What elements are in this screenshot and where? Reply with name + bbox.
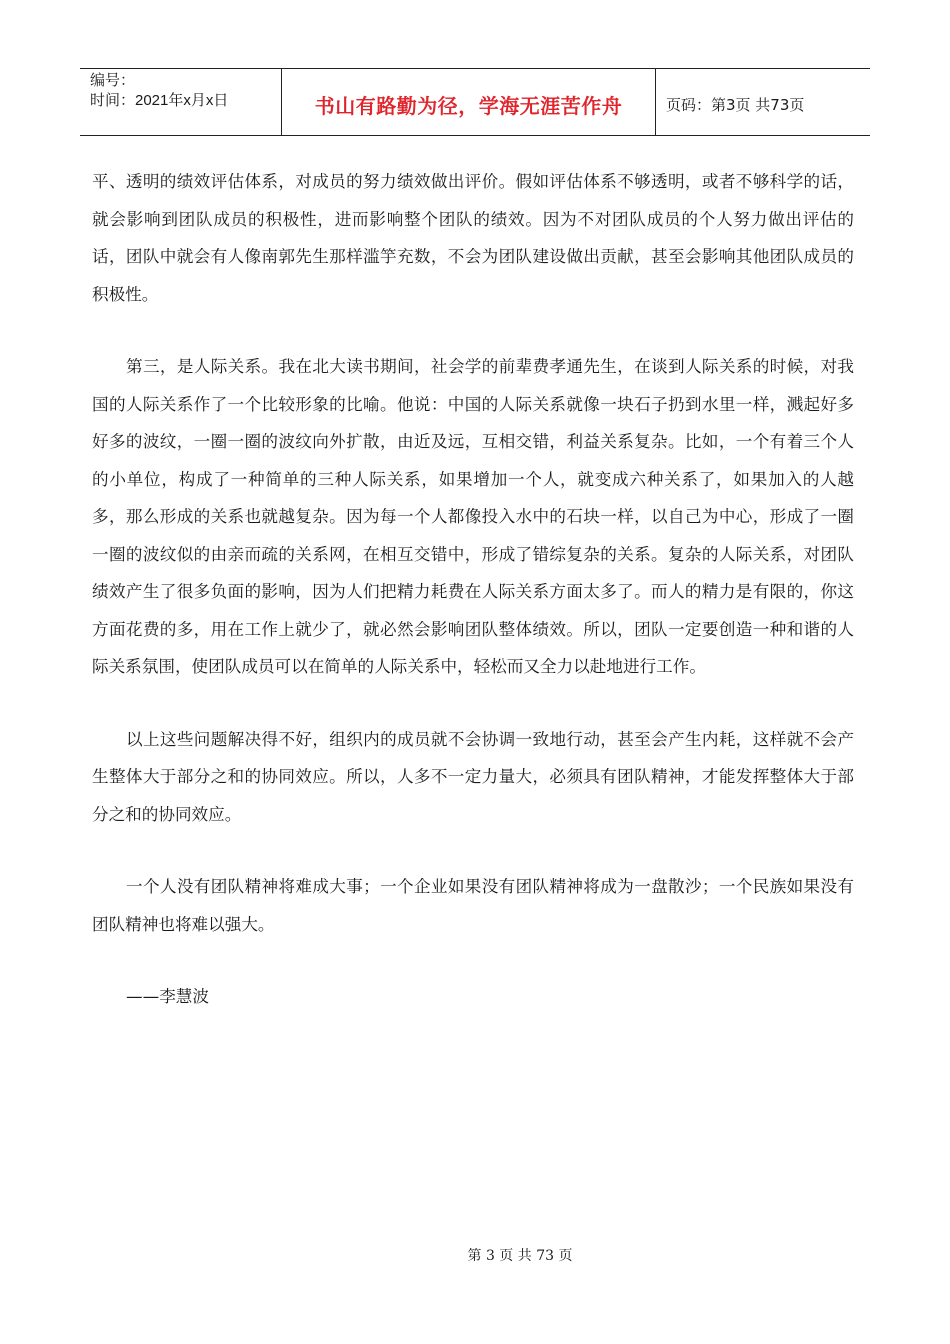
signature: ——李慧波 (126, 987, 209, 1006)
serial-number-label: 编号： (90, 72, 136, 89)
header-meta (80, 69, 282, 135)
document-header (80, 68, 870, 136)
body-paragraph: 平、透明的绩效评估体系，对成员的努力绩效做出评价。假如评估体系不够透明，或者不够科学的话，就会影响到团队成员的积极性，进而影响整个团队的绩效。因为不对团队成员的个人努力做出评估的话，团队中就会有人像南郭先生那样滥竽充数，不会为团队建设做出贡献，甚至会影响其他团队成员的积极性。 (92, 172, 854, 304)
date-label: 时间：2021年x月x日 (90, 92, 229, 109)
body-paragraph: 第三，是人际关系。我在北大读书期间，社会学的前辈费孝通先生，在谈到人际关系的时候，对我国的人际关系作了一个比较形象的比喻。他说：中国的人际关系就像一块石子扔到水里一样，溅起好多好多的波纹，一圈一圈的波纹向外扩散，由近及远，互相交错，利益关系复杂。比如，一个有着三个人的小单位，构成了一种简单的三种人际关系，如果增加一个人，就变成六种关系了，如果加入的人越多，那么形成的关系也就越复杂。因为每一个人都像投入水中的石块一样，以自己为中心，形成了一圈一圈的波纹似的由亲而疏的关系网，在相互交错中，形成了错综复杂的关系。复杂的人际关系，对团队绩效产生了很多负面的影响，因为人们把精力耗费在人际关系方面太多了。而人的精力是有限的，你这方面花费的多，用在工作上就少了，就必然会影响团队整体绩效。所以，团队一定要创造一种和谐的人际关系氛围，使团队成员可以在简单的人际关系中，轻松而又全力以赴地进行工作。 (92, 357, 854, 676)
page-footer: 第 3 页 共 73 页 (467, 1248, 573, 1264)
header-page-info: 页码：第3页 共73页 (666, 95, 805, 114)
body-paragraph: 以上这些问题解决得不好，组织内的成员就不会协调一致地行动，甚至会产生内耗，这样就不会产生整体大于部分之和的协同效应。所以，人多不一定力量大，必须具有团队精神，才能发挥整体大于部分之和的协同效应。 (92, 729, 854, 824)
header-motto: 书山有路勤为径，学海无涯苦作舟 (282, 69, 656, 135)
document-body (92, 163, 854, 1051)
body-paragraph: 一个人没有团队精神将难成大事；一个企业如果没有团队精神将成为一盘散沙；一个民族如果没有团队精神也将难以强大。 (92, 877, 854, 934)
